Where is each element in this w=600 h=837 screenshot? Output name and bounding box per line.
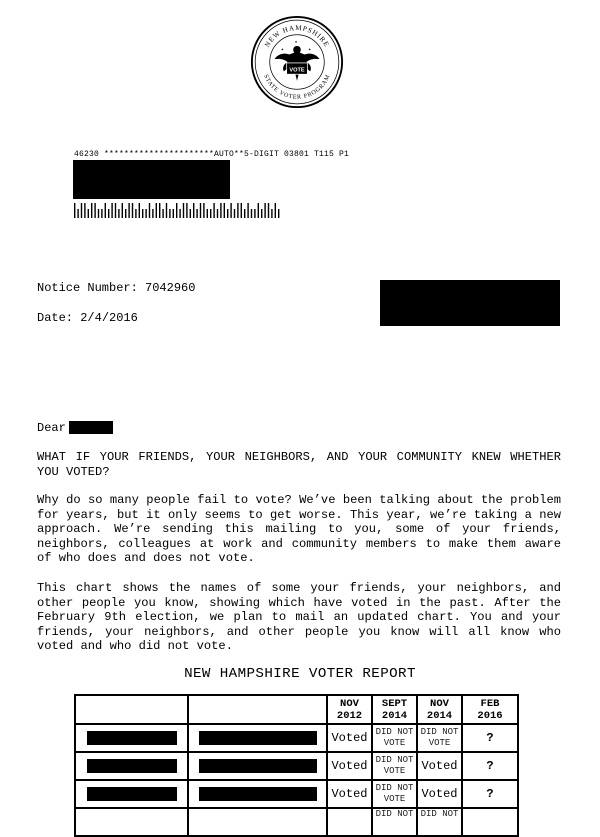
barcode-bar xyxy=(132,203,133,218)
redacted-name-cell xyxy=(75,780,188,808)
barcode-bar xyxy=(156,203,157,218)
barcode-bar xyxy=(200,203,201,218)
vote-status-cell: Voted xyxy=(327,724,372,752)
barcode-bar xyxy=(166,203,167,218)
redacted-name xyxy=(199,759,317,773)
barcode-bar xyxy=(261,209,262,218)
barcode-bar xyxy=(193,203,194,218)
barcode-bar xyxy=(169,209,170,218)
table-row xyxy=(75,724,518,752)
barcode-bar xyxy=(118,209,119,218)
table-row xyxy=(75,808,518,836)
barcode-bar xyxy=(203,203,204,218)
barcode-bar xyxy=(111,203,112,218)
barcode-bar xyxy=(84,203,85,218)
barcode-bar xyxy=(135,209,136,218)
barcode-bar xyxy=(122,203,123,218)
redacted-name xyxy=(87,731,177,745)
redacted-address xyxy=(73,160,230,199)
postal-barcode xyxy=(74,203,284,218)
vote-status-cell xyxy=(462,808,518,836)
barcode-bar xyxy=(77,209,78,218)
barcode-bar xyxy=(237,203,238,218)
barcode-bar xyxy=(108,209,109,218)
notice-date xyxy=(37,311,138,325)
seal-emblem-icon xyxy=(250,15,344,109)
barcode-bar xyxy=(145,209,146,218)
vote-status-cell: DID NOT xyxy=(372,808,417,836)
barcode-bar xyxy=(258,203,259,218)
barcode-bar xyxy=(162,209,163,218)
table-header-row xyxy=(75,695,518,724)
barcode-bar xyxy=(74,203,75,218)
svg-text:★: ★ xyxy=(294,40,298,46)
vote-status-cell: ? xyxy=(462,780,518,808)
barcode-bar xyxy=(81,203,82,218)
barcode-bar xyxy=(278,209,279,218)
header-nov-2014: NOV 2014 xyxy=(417,695,462,724)
barcode-bar xyxy=(91,203,92,218)
salutation xyxy=(37,421,66,435)
barcode-bar xyxy=(152,209,153,218)
barcode-bar xyxy=(115,203,116,218)
barcode-bar xyxy=(159,203,160,218)
barcode-bar xyxy=(247,203,248,218)
barcode-bar xyxy=(213,203,214,218)
vote-status-cell: Voted xyxy=(327,780,372,808)
redacted-name xyxy=(87,759,177,773)
barcode-bar xyxy=(207,209,208,218)
redacted-name-cell xyxy=(188,808,327,836)
barcode-bar xyxy=(244,209,245,218)
notice-date-label: Date: xyxy=(37,311,74,325)
barcode-bar xyxy=(251,209,252,218)
vote-status-cell: Voted xyxy=(327,752,372,780)
redacted-name-cell xyxy=(188,752,327,780)
vote-status-cell: DID NOT VOTE xyxy=(372,752,417,780)
barcode-bar xyxy=(125,209,126,218)
notice-number-label: Notice Number: xyxy=(37,281,138,295)
table-row xyxy=(75,780,518,808)
header-name-cell xyxy=(188,695,327,724)
letter-paragraph-1: Why do so many people fail to vote? We’ve been talking about the problem for years, but it only seems to get worse. This year, we’re taking a new approach. We’re sending this mailing to you, some of your friends, neighbors, colleagues at work and community members to make them aware of who does and does not vote. xyxy=(37,493,561,565)
barcode-bar xyxy=(254,209,255,218)
seal-center-text: VOTE xyxy=(289,67,305,74)
redacted-name xyxy=(199,787,317,801)
notice-number xyxy=(37,281,195,295)
barcode-bar xyxy=(196,209,197,218)
barcode-bar xyxy=(139,203,140,218)
barcode-bar xyxy=(227,209,228,218)
svg-text:★: ★ xyxy=(281,47,284,53)
seal-bottom-text: STATE VOTER PROGRAM xyxy=(262,73,332,101)
vote-status-cell: DID NOT VOTE xyxy=(372,724,417,752)
vote-status-cell: DID NOT VOTE xyxy=(417,724,462,752)
barcode-bar xyxy=(241,203,242,218)
barcode-bar xyxy=(128,203,129,218)
barcode-bar xyxy=(186,203,187,218)
notice-date-value: 2/4/2016 xyxy=(80,311,138,325)
barcode-bar xyxy=(149,203,150,218)
barcode-bar xyxy=(173,209,174,218)
barcode-bar xyxy=(224,203,225,218)
barcode-bar xyxy=(210,209,211,218)
vote-status-cell: Voted xyxy=(417,752,462,780)
vote-status-cell: ? xyxy=(462,724,518,752)
barcode-bar xyxy=(98,209,99,218)
barcode-bar xyxy=(220,203,221,218)
barcode-bar xyxy=(190,209,191,218)
barcode-bar xyxy=(105,203,106,218)
redacted-name xyxy=(87,787,177,801)
redacted-recipient-name xyxy=(69,421,113,434)
barcode-bar xyxy=(142,209,143,218)
barcode-bar xyxy=(275,203,276,218)
vote-status-cell: DID NOT VOTE xyxy=(372,780,417,808)
header-nov-2012: NOV 2012 xyxy=(327,695,372,724)
vote-status-cell: Voted xyxy=(417,780,462,808)
barcode-bar xyxy=(176,203,177,218)
voter-report-table xyxy=(74,694,519,837)
mailing-barcode-line: 46230 **********************AUTO**5-DIGIT 03801 T115 P1 xyxy=(74,150,350,159)
barcode-bar xyxy=(88,209,89,218)
postal-barcode-icon xyxy=(74,203,284,218)
table-row xyxy=(75,752,518,780)
redacted-name xyxy=(199,731,317,745)
state-voter-program-seal xyxy=(250,15,344,109)
barcode-bar xyxy=(264,203,265,218)
barcode-bar xyxy=(268,203,269,218)
vote-status-cell: ? xyxy=(462,752,518,780)
redacted-name-cell xyxy=(75,752,188,780)
vote-status-cell: DID NOT xyxy=(417,808,462,836)
barcode-bar xyxy=(271,209,272,218)
salutation-text: Dear xyxy=(37,421,66,435)
redacted-recipient-block xyxy=(380,280,560,326)
svg-text:★: ★ xyxy=(308,47,312,53)
vote-status-cell xyxy=(327,808,372,836)
letter-headline: WHAT IF YOUR FRIENDS, YOUR NEIGHBORS, AND YOUR COMMUNITY KNEW WHETHER YOU VOTED? xyxy=(37,450,561,479)
barcode-bar xyxy=(183,203,184,218)
barcode-bar xyxy=(94,203,95,218)
header-feb-2016: FEB 2016 xyxy=(462,695,518,724)
redacted-name-cell xyxy=(188,724,327,752)
seal-top-text: NEW HAMPSHIRE xyxy=(263,23,331,49)
voter-report-title: NEW HAMPSHIRE VOTER REPORT xyxy=(184,666,416,682)
barcode-bar xyxy=(234,209,235,218)
header-sept-2014: SEPT 2014 xyxy=(372,695,417,724)
barcode-bar xyxy=(101,209,102,218)
header-name-cell xyxy=(75,695,188,724)
notice-number-value: 7042960 xyxy=(145,281,196,295)
barcode-bar xyxy=(179,209,180,218)
redacted-name-cell xyxy=(188,780,327,808)
letter-paragraph-2: This chart shows the names of some your friends, your neighbors, and other people you know, showing which have voted in the past. After the February 9th election, we plan to mail an updated chart. You and your friends, your neighbors, and other people you know will all know who voted and who did not vote. xyxy=(37,581,561,653)
redacted-name-cell xyxy=(75,724,188,752)
barcode-bar xyxy=(217,209,218,218)
barcode-bar xyxy=(230,203,231,218)
redacted-name-cell xyxy=(75,808,188,836)
